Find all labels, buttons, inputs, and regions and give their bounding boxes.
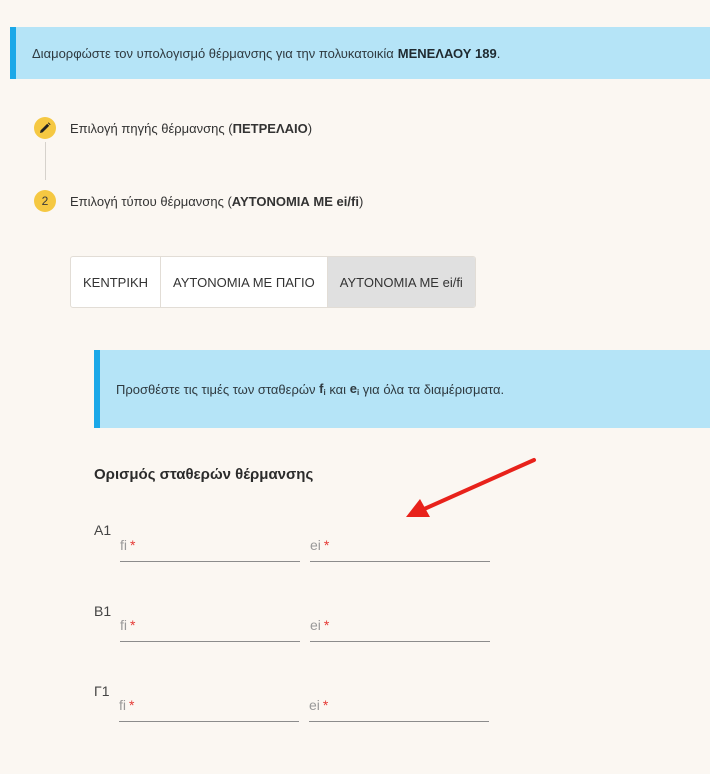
tab-autonomy-ei-fi[interactable]: ΑΥΤΟΝΟΜΙΑ ΜΕ ei/fi	[328, 257, 475, 307]
ei-field-a1[interactable]: ei *	[310, 534, 490, 562]
building-info-banner	[10, 27, 710, 79]
apartment-label: Γ1	[94, 683, 110, 699]
apartment-label: Α1	[94, 522, 112, 538]
banner-suffix: .	[496, 45, 501, 61]
step-value: ΠΕΤΡΕΛΑΙΟ	[232, 120, 308, 136]
section-title: Ορισμός σταθερών θέρμανσης	[94, 466, 314, 483]
pencil-icon[interactable]	[34, 117, 56, 139]
step-connector	[45, 142, 46, 180]
ei-field-b1[interactable]: ei *	[310, 614, 490, 642]
heating-type-tabs	[70, 256, 476, 308]
apartment-label: Β1	[94, 603, 112, 619]
banner-suffix: για όλα τα διαμέρισματα.	[362, 381, 505, 397]
tab-central[interactable]: ΚΕΝΤΡΙΚΗ	[71, 257, 161, 307]
step-label: Επιλογή τύπου θέρμανσης (	[70, 193, 232, 209]
step-heating-type	[34, 190, 363, 212]
fi-field-g1[interactable]: fi *	[119, 694, 299, 722]
step-number-badge: 2	[34, 190, 56, 212]
banner-text: Διαμορφώστε τον υπολογισμό θέρμανσης για την πολυκατοικία	[32, 45, 394, 61]
fi-field-b1[interactable]: fi *	[120, 614, 300, 642]
ei-field-g1[interactable]: ei *	[309, 694, 489, 722]
step-close: )	[307, 120, 313, 136]
step-heating-source[interactable]	[34, 117, 312, 139]
annotation-arrow-icon	[400, 455, 540, 525]
fi-field-a1[interactable]: fi *	[120, 534, 300, 562]
step-label: Επιλογή πηγής θέρμανσης (	[70, 120, 233, 136]
tab-autonomy-fixed[interactable]: ΑΥΤΟΝΟΜΙΑ ΜΕ ΠΑΓΙΟ	[161, 257, 328, 307]
banner-prefix: Προσθέστε τις τιμές των σταθερών	[116, 381, 316, 397]
building-name: ΜΕΝΕΛΑΟΥ 189	[397, 45, 497, 61]
step-close: )	[358, 193, 364, 209]
step-value: ΑΥΤΟΝΟΜΙΑ ΜΕ ei/fi	[231, 193, 359, 209]
constants-info-banner	[94, 350, 710, 428]
banner-and: και	[329, 381, 347, 397]
f-symbol: $f_i$	[319, 381, 326, 397]
e-symbol: $e_i$	[349, 381, 360, 397]
